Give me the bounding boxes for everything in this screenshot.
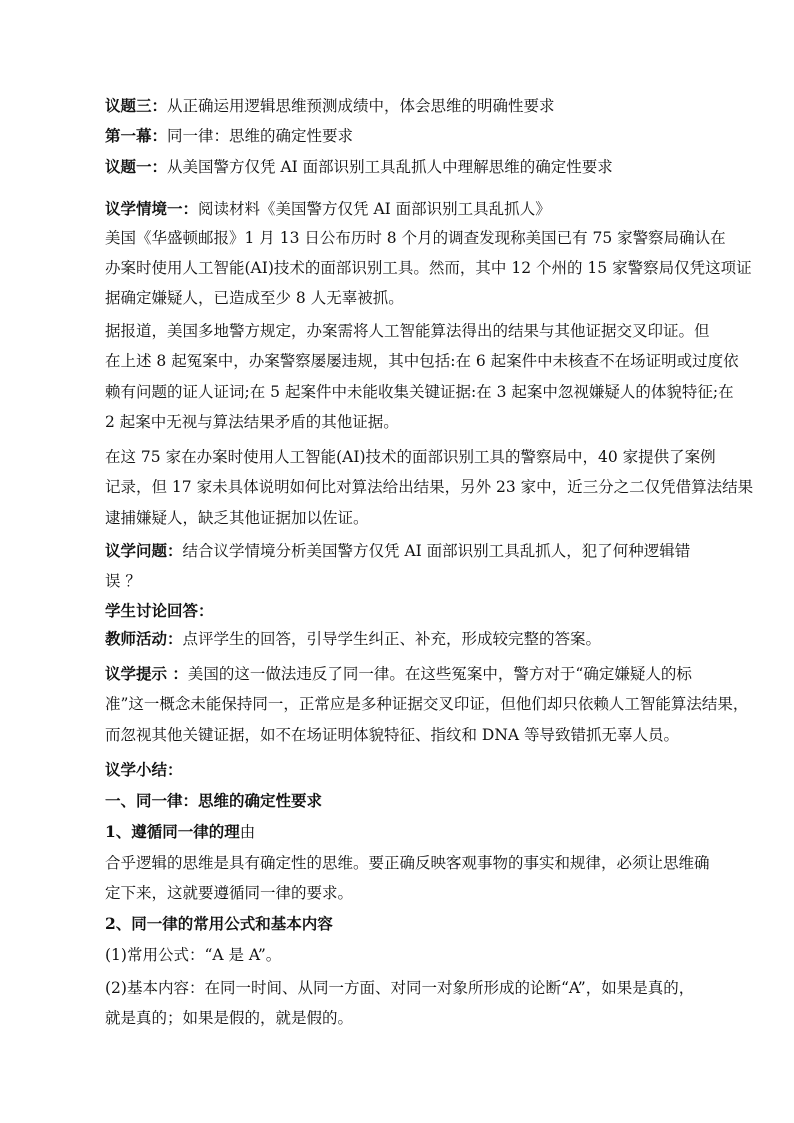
heading-identity-law: 一、同一律：思维的确定性要求	[105, 791, 323, 810]
discussion-label: 学生讨论回答：	[105, 601, 214, 620]
topic3-label: 议题三：	[105, 96, 168, 115]
act1-line	[105, 126, 353, 146]
heading-reason-bold: 1、遵循同一律的理	[105, 822, 240, 841]
para2-line-2: 在上述 8 起冤案中，办案警察屡屡违规，其中包括:在 6 起案件中未核查不在场证明或过度依	[105, 352, 739, 370]
para2-line-1: 据报道，美国多地警方规定，办案需将人工智能算法得出的结果与其他证据交叉印证。但	[105, 322, 710, 340]
hint-line-2: 准”这一概念未能保持同一，正常应是多种证据交叉印证，但他们却只依赖人工智能算法结果，	[105, 695, 749, 713]
summary-label: 议学小结：	[105, 760, 183, 779]
formula-line: (1)常用公式：“A 是 A”。	[105, 946, 282, 964]
act1-label: 第一幕：	[105, 126, 168, 145]
topic3-line	[105, 96, 555, 116]
act1-text: 同一律：思维的确定性要求	[167, 127, 354, 145]
para2-line-4: 2 起案中无视与算法结果矛盾的其他证据。	[105, 413, 399, 431]
topic1-text: 从美国警方仅凭 AI 面部识别工具乱抓人中理解思维的确定性要求	[167, 158, 613, 176]
question-label: 议学问题：	[105, 541, 183, 560]
teacher-label: 教师活动：	[105, 629, 183, 648]
topic1-line	[105, 157, 613, 177]
para3-line-1: 在这 75 家在办案时使用人工智能(AI)技术的面部识别工具的警察局中，40 家提供了案例	[105, 448, 716, 466]
content-line-1: (2)基本内容：在同一时间、从同一方面、对同一对象所形成的论断“A”，如果是真的，	[105, 979, 695, 997]
para2-line-3: 赖有问题的证人证词;在 5 起案件中未能收集关键证据:在 3 起案中忽视嫌疑人的体貌特征;在	[105, 383, 734, 401]
scenario-line	[105, 199, 551, 219]
question-line-2: 误 ？	[105, 572, 141, 590]
question-text-1: 结合议学情境分析美国警方仅凭 AI 面部识别工具乱抓人，犯了何种逻辑错	[182, 542, 691, 560]
hint-line-3: 而忽视其他关键证据，如不在场证明体貌特征、指纹和 DNA 等导致错抓无辜人员。	[105, 726, 680, 744]
teacher-line	[105, 629, 601, 649]
topic1-label: 议题一：	[105, 157, 168, 176]
scenario-text: 阅读材料《美国警方仅凭 AI 面部识别工具乱抓人》	[198, 200, 551, 218]
topic3-text: 从正确运用逻辑思维预测成绩中，体会思维的明确性要求	[167, 97, 555, 115]
para4-line-2: 定下来，这就要遵循同一律的要求。	[105, 884, 354, 902]
heading-reason-tail: 由	[239, 823, 256, 841]
para1-line-3: 据确定嫌疑人，已造成至少 8 人无辜被抓。	[105, 289, 404, 307]
hint-text-1: 美国的这一做法违反了同一律。在这些冤案中，警方对于“确定嫌疑人的标	[187, 665, 692, 683]
para1-line-2: 办案时使用人工智能(AI)技术的面部识别工具。然而，其中 12 个州的 15 家警察局仅凭这项证	[105, 259, 752, 277]
heading-formula-content: 2、同一律的常用公式和基本内容	[105, 914, 333, 933]
question-line-1	[105, 541, 690, 561]
heading-reason	[105, 822, 255, 842]
content-line-2: 就是真的；如果是假的，就是假的。	[105, 1009, 354, 1027]
teacher-text: 点评学生的回答，引导学生纠正、补充，形成较完整的答案。	[182, 630, 602, 648]
hint-line-1	[105, 664, 692, 684]
para1-line-1: 美国《华盛顿邮报》1 月 13 日公布历时 8 个月的调查发现称美国已有 75 家警察局确认在	[105, 229, 726, 247]
para4-line-1: 合乎逻辑的思维是具有确定性的思维。要正确反映客观事物的事实和规律，必须让思维确	[105, 854, 710, 872]
hint-label: 议学提示 ：	[105, 664, 188, 683]
para3-line-3: 逮捕嫌疑人，缺乏其他证据加以佐证。	[105, 509, 369, 527]
scenario-label: 议学情境一：	[105, 199, 199, 218]
para3-line-2: 记录，但 17 家未具体说明如何比对算法给出结果，另外 23 家中，近三分之二仅凭借算法结果	[105, 478, 754, 496]
